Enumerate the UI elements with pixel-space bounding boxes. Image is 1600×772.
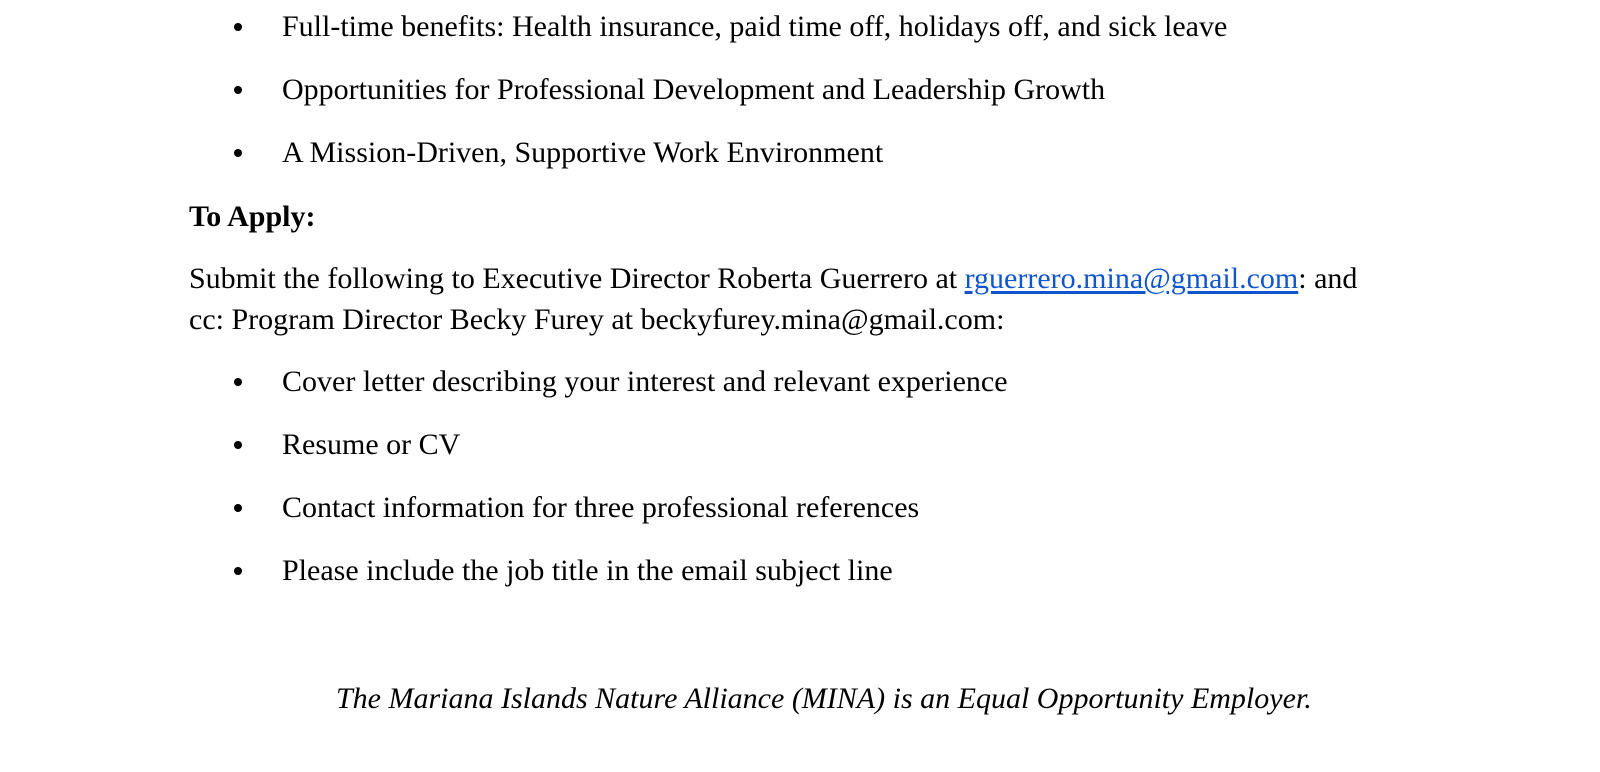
bullet-icon (234, 23, 242, 31)
bullet-icon (234, 378, 242, 386)
apply-instructions-line-1 (189, 261, 1357, 297)
benefit-text: Opportunities for Professional Development and Leadership Growth (282, 73, 1106, 106)
requirement-text: Please include the job title in the email subject line (282, 554, 893, 587)
bullet-icon (234, 567, 242, 575)
bullet-icon (234, 86, 242, 94)
equal-opportunity-statement: The Mariana Islands Nature Alliance (MINA) is an Equal Opportunity Employer. (336, 682, 1312, 715)
benefit-text: Full-time benefits: Health insurance, paid time off, holidays off, and sick leave (282, 10, 1228, 43)
bullet-icon (234, 441, 242, 449)
requirement-text: Resume or CV (282, 428, 461, 461)
requirement-text: Cover letter describing your interest and relevant experience (282, 365, 1008, 398)
bullet-icon (234, 149, 242, 157)
bullet-icon (234, 504, 242, 512)
apply-instructions-line-2: cc: Program Director Becky Furey at beckyfurey.mina@gmail.com: (189, 303, 1005, 336)
to-apply-heading: To Apply: (189, 200, 316, 233)
apply-instructions-suffix: : and (1298, 262, 1358, 295)
requirement-text: Contact information for three professional references (282, 491, 920, 524)
benefit-text: A Mission-Driven, Supportive Work Environment (282, 136, 884, 169)
email-link[interactable]: rguerrero.mina@gmail.com (964, 262, 1299, 295)
apply-instructions-prefix: Submit the following to Executive Director Roberta Guerrero at (189, 262, 965, 295)
